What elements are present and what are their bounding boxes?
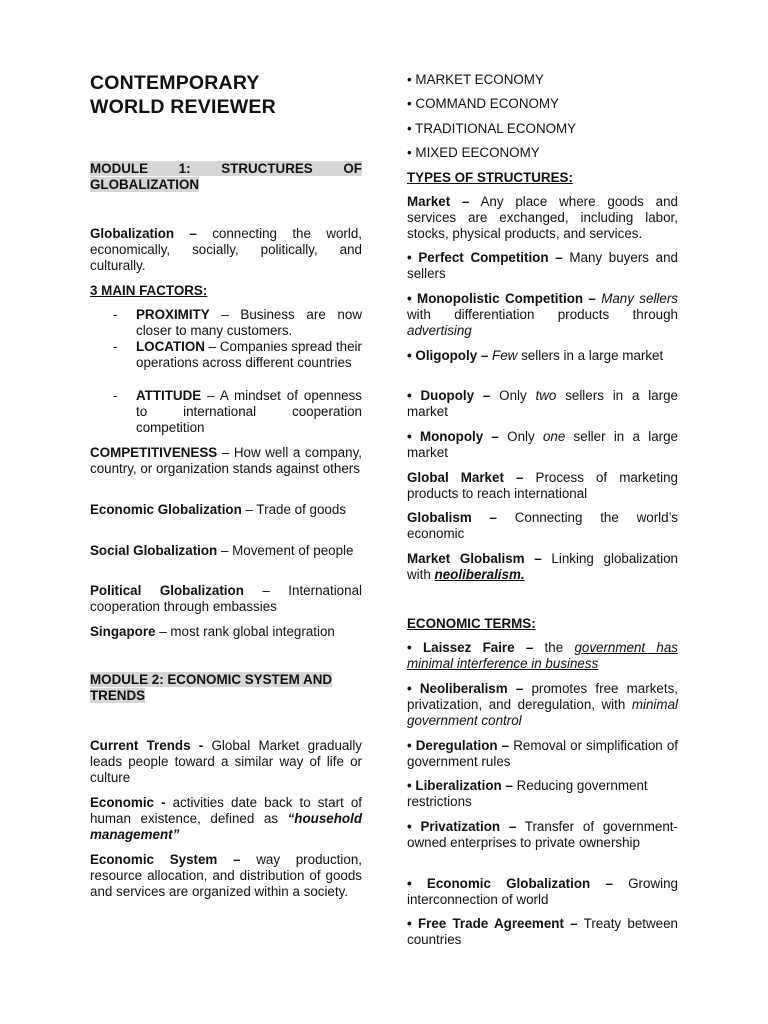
- definition: promotes free markets, privatization, and deregulation, with: [407, 681, 678, 713]
- heading-text: ECONOMIC TERMS:: [407, 616, 536, 631]
- main-factors-heading: [90, 283, 362, 299]
- term: • Duopoly –: [407, 388, 491, 403]
- definition: Reducing government restrictions: [407, 778, 648, 810]
- module-2-heading-line-1: MODULE 2: ECONOMIC SYSTEM AND: [90, 672, 333, 687]
- social-globalization-definition: [90, 543, 362, 559]
- definition: sellers in a large market: [517, 348, 664, 363]
- definition: Many buyers and sellers: [407, 250, 678, 282]
- term: • Deregulation –: [407, 738, 510, 753]
- definition: – How well a company, country, or organization stands against others: [90, 445, 362, 477]
- neoliberalism-definition: [407, 681, 678, 730]
- economic-globalization-definition: [90, 502, 362, 518]
- term: • Liberalization –: [407, 778, 513, 793]
- definition: with differentiation products through: [407, 307, 678, 323]
- economic-definition: [90, 795, 362, 844]
- economy-type-item: • COMMAND ECONOMY: [407, 96, 559, 111]
- definition: – A mindset of openness to international cooperation competition: [136, 388, 362, 436]
- term: Globalism –: [407, 510, 497, 525]
- title-line-1: CONTEMPORARY: [90, 72, 260, 94]
- heading-text: TYPES OF STRUCTURES:: [407, 170, 573, 185]
- term: • Economic Globalization –: [407, 876, 613, 891]
- emphasis-underlined: neoliberalism.: [434, 567, 525, 583]
- perfect-competition-definition: [407, 250, 678, 282]
- oligopoly-definition: [407, 348, 678, 364]
- title-line-2: WORLD REVIEWER: [90, 96, 276, 118]
- monopolistic-competition-definition: [407, 291, 678, 340]
- dash-bullet: -: [113, 339, 118, 354]
- dash-bullet: -: [113, 307, 118, 322]
- term: Political Globalization: [90, 583, 244, 598]
- emphasis: one: [542, 429, 566, 444]
- term: • Laissez Faire –: [407, 640, 534, 655]
- module-1-heading-line-2: GLOBALIZATION: [90, 177, 200, 193]
- heading-text: 3 MAIN FACTORS:: [90, 283, 208, 298]
- term: Globalization –: [90, 226, 197, 241]
- competitiveness-definition: [90, 445, 362, 477]
- emphasis: Few: [488, 348, 518, 363]
- definition: – Companies spread their operations across different countries: [136, 339, 362, 371]
- economy-type-item: • TRADITIONAL ECONOMY: [407, 121, 577, 136]
- quote: “household management”: [90, 811, 362, 843]
- term: • Neoliberalism –: [407, 681, 524, 696]
- document-title: [90, 71, 362, 119]
- term: Current Trends -: [90, 738, 204, 753]
- definition: – International cooperation through embassies: [90, 583, 362, 615]
- definition: Any place where goods and services are exchanged, including labor, stocks, physical products, and services.: [407, 194, 678, 242]
- free-trade-agreement-definition: [407, 916, 678, 948]
- term: Market –: [407, 194, 470, 209]
- singapore-definition: [90, 624, 362, 640]
- definition: Process of marketing products to reach international: [407, 470, 678, 502]
- emphasis-underlined: government has minimal interference in business: [407, 640, 678, 672]
- economic-system-definition: [90, 852, 362, 901]
- definition-prefix: the: [533, 640, 575, 655]
- term: Economic -: [90, 795, 166, 810]
- deregulation-definition: [407, 738, 678, 770]
- definition: Global Market gradually leads people toward a similar way of life or culture: [90, 738, 362, 786]
- economic-globalization-2-definition: [407, 876, 678, 908]
- definition: – Movement of people: [217, 543, 354, 558]
- emphasis: advertising: [407, 323, 472, 339]
- laissez-faire-definition: [407, 640, 678, 672]
- term: • Privatization –: [407, 819, 517, 834]
- definition: connecting the world, economically, socially, politically, and culturally.: [90, 226, 362, 274]
- monopoly-definition: [407, 429, 678, 461]
- emphasis: Many sellers: [595, 291, 678, 306]
- definition: seller in a large market: [407, 429, 678, 461]
- definition: Connecting the world’s economic: [407, 510, 679, 542]
- term: • Monopoly –: [407, 429, 499, 444]
- definition: sellers in a large market: [407, 388, 678, 420]
- economy-type-item: • MARKET ECONOMY: [407, 72, 544, 87]
- module-1-heading-line-1: MODULE 1: STRUCTURES OF: [90, 161, 362, 176]
- political-globalization-definition: [90, 583, 362, 615]
- module-2-heading: [90, 672, 362, 704]
- definition-prefix: Only: [490, 388, 536, 403]
- term: Market Globalism –: [407, 551, 542, 566]
- term: Global Market –: [407, 470, 524, 485]
- term: ATTITUDE: [136, 388, 202, 403]
- definition-prefix: Only: [498, 429, 543, 444]
- term: Economic System –: [90, 852, 241, 867]
- economic-terms-heading: [407, 616, 678, 632]
- types-of-structures-heading: [407, 170, 678, 186]
- term: LOCATION: [136, 339, 205, 354]
- market-globalism-definition: [407, 551, 678, 583]
- definition: – most rank global integration: [155, 624, 335, 639]
- definition: Linking globalization with: [407, 551, 678, 583]
- module-2-heading-line-2: TRENDS: [90, 688, 146, 704]
- emphasis: two: [535, 388, 557, 403]
- definition: – Business are now closer to many customers.: [136, 307, 362, 339]
- market-definition: [407, 194, 678, 243]
- current-trends-definition: [90, 738, 362, 787]
- emphasis: minimal government control: [407, 697, 678, 729]
- duopoly-definition: [407, 388, 678, 420]
- definition: way production, resource allocation, and distribution of goods and services are organized within a society.: [90, 852, 362, 900]
- term: Singapore: [90, 624, 156, 639]
- term: • Oligopoly –: [407, 348, 489, 363]
- globalism-definition: [407, 510, 678, 542]
- definition: Treaty between countries: [407, 916, 678, 948]
- privatization-definition: [407, 819, 678, 851]
- module-1-heading: [90, 161, 362, 193]
- definition: activities date back to start of human existence, defined as: [90, 795, 363, 827]
- liberalization-definition: [407, 778, 678, 810]
- definition: – Trade of goods: [241, 502, 347, 517]
- definition: Growing interconnection of world: [407, 876, 678, 908]
- globalization-definition: [90, 226, 362, 275]
- dash-bullet: -: [113, 388, 118, 403]
- term: PROXIMITY: [136, 307, 210, 322]
- term: COMPETITIVENESS: [90, 445, 218, 460]
- global-market-definition: [407, 470, 678, 502]
- term: • Free Trade Agreement –: [407, 916, 578, 931]
- economy-type-item: • MIXED EECONOMY: [407, 145, 540, 160]
- term: Social Globalization: [90, 543, 218, 558]
- term: Economic Globalization: [90, 502, 242, 517]
- term: • Perfect Competition –: [407, 250, 563, 265]
- term: • Monopolistic Competition –: [407, 291, 596, 306]
- definition: Removal or simplification of government rules: [407, 738, 678, 770]
- definition: Transfer of government-owned enterprises to private ownership: [407, 819, 678, 851]
